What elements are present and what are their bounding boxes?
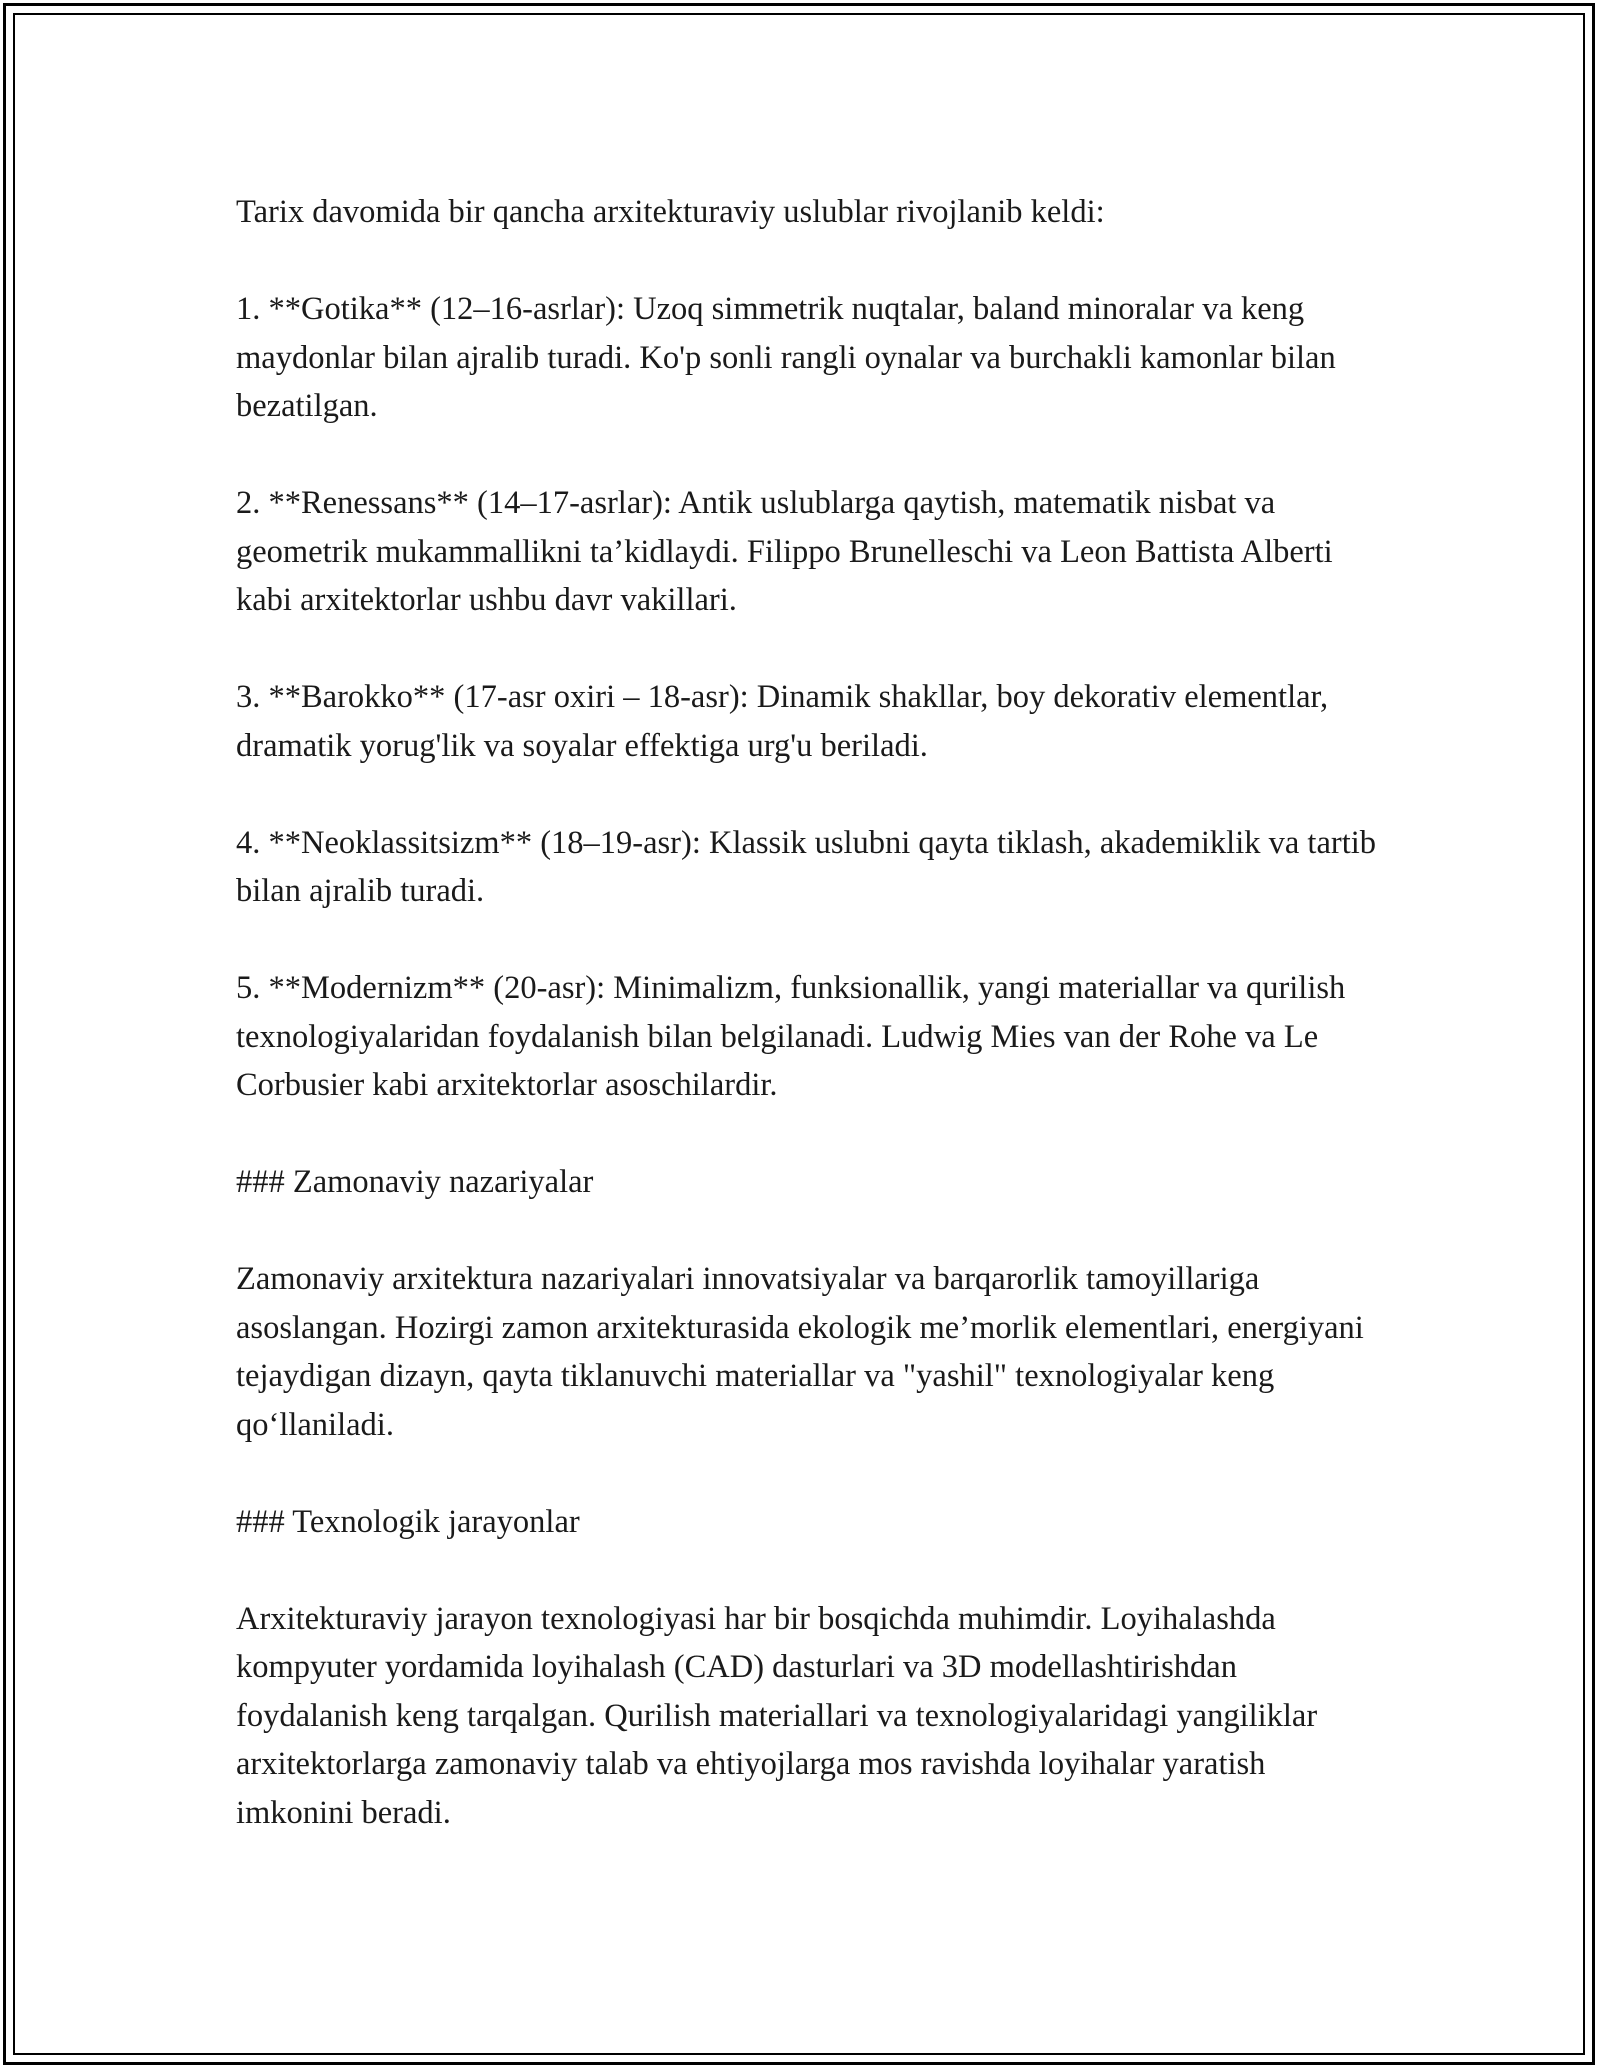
document-body	[236, 188, 1376, 1837]
style-item-modernizm: 5. **Modernizm** (20-asr): Minimalizm, funksionallik, yangi materiallar va qurilish texnologiyalaridan foydalanish bilan belgilanadi. Ludwig Mies van der Rohe va Le Corbusier kabi arxitektorlar asoschilardir.	[236, 970, 1346, 1103]
section-body-tech: Arxitekturaviy jarayon texnologiyasi har bir bosqichda muhimdir. Loyihalashda kompyuter yordamida loyihalash (CAD) dasturlari va 3D modellashtirishdan foydalanish keng tarqalgan. Qurilish materiallari va texnologiyalaridagi yangiliklar arxitektorlarga zamonaviy talab va ehtiyojlarga mos ravishda loyihalar yaratish imkonini beradi.	[236, 1600, 1318, 1831]
section-heading-tech: ### Texnologik jarayonlar	[236, 1503, 580, 1540]
intro-paragraph: Tarix davomida bir qancha arxitekturaviy uslublar rivojlanib keldi:	[236, 194, 1105, 230]
style-item-neoklassitsizm: 4. **Neoklassitsizm** (18–19-asr): Klassik uslubni qayta tiklash, akademiklik va tartib bilan ajralib turadi.	[236, 824, 1377, 909]
section-heading-modern: ### Zamonaviy nazariyalar	[236, 1164, 594, 1200]
style-item-gotika: 1. **Gotika** (12–16-asrlar): Uzoq simmetrik nuqtalar, baland minoralar va keng maydonlar bilan ajralib turadi. Ko'p sonli rangli oynalar va burchakli kamonlar bilan bezatilgan.	[236, 291, 1336, 424]
section-body-modern: Zamonaviy arxitektura nazariyalari innovatsiyalar va barqarorlik tamoyillariga asoslangan. Hozirgi zamon arxitekturasida ekologik me’morlik elementlari, energiyani tejaydigan dizayn, qayta tiklanuvchi materiallar va "yashil" texnologiyalar keng qo‘llaniladi.	[236, 1261, 1364, 1443]
style-item-barokko: 3. **Barokko** (17-asr oxiri – 18-asr): Dinamik shakllar, boy dekorativ elementlar, dramatik yorug'lik va soyalar effektiga urg'u beriladi.	[236, 679, 1329, 764]
style-item-renessans: 2. **Renessans** (14–17-asrlar): Antik uslublarga qaytish, matematik nisbat va geometrik mukammallikni ta’kidlaydi. Filippo Brunelleschi va Leon Battista Alberti kabi arxitektorlar ushbu davr vakillari.	[236, 485, 1333, 618]
